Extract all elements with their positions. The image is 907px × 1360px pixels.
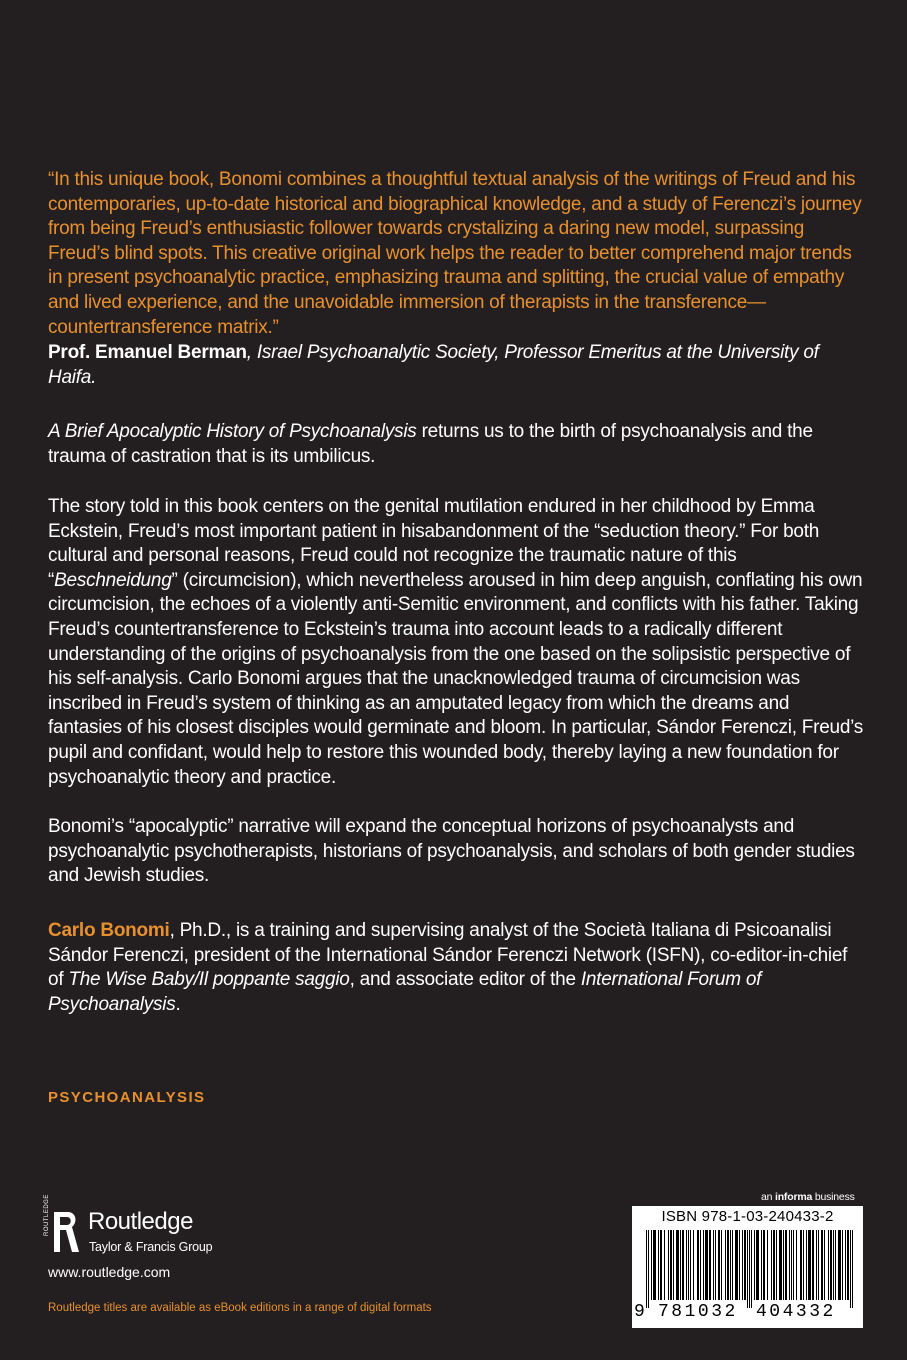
barcode-bar	[833, 1230, 834, 1300]
isbn-barcode	[632, 1206, 863, 1328]
barcode-bar	[847, 1230, 849, 1300]
barcode-bar	[670, 1230, 672, 1300]
barcode-bar	[828, 1230, 829, 1300]
barcode-lead-digit: 9	[634, 1302, 645, 1322]
author-name: Carlo Bonomi	[48, 920, 170, 941]
story-text-1: The story told in this book centers on the genital mutilation endured in her childhood by Emma Eckstein, Freud’s most important patient in hisabandonment of the “seduction theory.” For both cultural and personal reasons, Freud could not recognize the traumatic nature of this “	[48, 496, 820, 591]
journal-1: The Wise Baby/Il poppante saggio	[68, 969, 350, 991]
endorsement-quote: “In this unique book, Bonomi combines a thoughtful textual analysis of the writings of Freud and his contemporaries, up-to-date historical and biographical knowledge, and a study of Ferenczi’s journey from being Freud’s enthusiastic follower towards crystalizing a daring new model, surpassing Freud’s blind spots. This creative original work helps the reader to better comprehend major trends in present psychoanalytic practice, emphasizing trauma and splitting, the crucial value of empathy and lived experience, and the unavoidable immersion of therapists in the transference—countertransference matrix.”	[48, 169, 862, 338]
barcode-bar	[713, 1230, 714, 1300]
barcode-bar	[791, 1230, 792, 1300]
barcode-bar	[732, 1230, 733, 1300]
barcode-bar	[749, 1230, 750, 1308]
barcode-bar	[690, 1230, 691, 1300]
barcode-bar	[727, 1230, 729, 1300]
barcode-bar	[664, 1230, 665, 1300]
barcode-bar	[721, 1230, 722, 1300]
barcode-bar	[796, 1230, 797, 1300]
barcode-bar	[751, 1230, 752, 1308]
barcode-bar	[682, 1230, 684, 1300]
barcode-bar	[816, 1230, 817, 1300]
barcode-bar	[793, 1230, 794, 1300]
publisher-url[interactable]: www.routledge.com	[48, 1264, 171, 1280]
barcode-bar	[715, 1230, 716, 1300]
ebook-note: Routledge titles are available as eBook editions in a range of digital formats	[48, 1302, 432, 1314]
bio-text-2: , and associate editor of the	[349, 969, 581, 991]
narrative-paragraph: Bonomi’s “apocalyptic” narrative will expand the conceptual horizons of psychoanalysts and psychoanalytic psychotherapists, historians of psychoanalysis, and scholars of both gender studies and Jewish studies.	[48, 816, 855, 887]
barcode-bar	[680, 1230, 681, 1300]
barcode-bar	[773, 1230, 775, 1300]
story-text-2: ” (circumcision), which nevertheless aroused in him deep anguish, conflating his own circumcision, the echoes of a violently anti-Semitic environment, and conflicts with his father. Taking Freud’s countertransference to Eckstein’s trauma into account leads to a radically different understanding of the origins of psychoanalysis from the one based on the solipsistic perspective of his self-analysis. Carlo Bonomi argues that the unacknowledged trauma of circumcision was inscribed in Freud’s system of thinking as an amputated legacy from which the dreams and fantasies of his closest disciples would germinate and bloom. In particular, Sándor Ferenczi, Freud’s pupil and confidant, would help to restore this wounded body, thereby laying a new foundation for psychoanalytic theory and practice.	[48, 569, 864, 788]
routledge-logo	[44, 1194, 248, 1263]
barcode-bar	[658, 1230, 659, 1300]
barcode-bar	[673, 1230, 674, 1300]
barcode-bar	[763, 1230, 765, 1300]
intro-paragraph	[48, 420, 864, 469]
barcode-bar	[789, 1230, 790, 1300]
barcode-bar	[800, 1230, 802, 1300]
barcode-left-digits: 781032	[658, 1302, 738, 1322]
barcode-bar	[705, 1230, 708, 1300]
endorsement-attribution	[48, 341, 864, 390]
barcode-bar	[779, 1230, 782, 1300]
publisher-name: Routledge	[88, 1208, 193, 1235]
barcode-bar	[730, 1230, 731, 1300]
barcode-bar	[739, 1230, 740, 1300]
barcode-bar	[693, 1230, 694, 1300]
subject-category: PSYCHOANALYSIS	[48, 1089, 206, 1106]
barcode-bar	[850, 1230, 851, 1308]
barcode-bar	[686, 1230, 687, 1300]
barcode-bar	[688, 1230, 689, 1300]
informa-brand: informa	[775, 1191, 813, 1203]
barcode-bar	[852, 1230, 853, 1308]
barcode-bar	[767, 1230, 768, 1300]
barcode-bar	[651, 1230, 652, 1300]
barcode-bar	[812, 1230, 814, 1300]
endorser-affiliation: , Israel Psychoanalytic Society, Professor Emeritus at the University of Haifa.	[48, 342, 819, 388]
barcode-bar	[824, 1230, 825, 1300]
barcode-bar	[806, 1230, 807, 1300]
barcode-bar	[830, 1230, 832, 1300]
routledge-mark-icon	[48, 1208, 80, 1260]
routledge-vertical-text: ROUTLEDGE	[44, 1194, 50, 1236]
barcode-bar	[754, 1230, 755, 1300]
barcode-bar	[744, 1230, 746, 1300]
barcode-bar	[697, 1230, 699, 1300]
barcode-right-digits: 404332	[756, 1302, 836, 1322]
endorser-name: Prof. Emanuel Berman	[48, 342, 247, 363]
barcode-bar	[785, 1230, 787, 1300]
story-term: Beschneidung	[54, 569, 172, 591]
barcode-bar	[818, 1230, 819, 1300]
barcode-bar	[821, 1230, 823, 1300]
barcode-bar	[735, 1230, 738, 1300]
barcode-bar	[783, 1230, 784, 1300]
barcode-bar	[660, 1230, 662, 1300]
barcode-bars	[646, 1230, 854, 1308]
isbn-label: ISBN 978-1-03-240433-2	[661, 1208, 834, 1225]
barcode-bar	[756, 1230, 759, 1300]
barcode-bar	[646, 1230, 647, 1308]
informa-prefix: an	[761, 1191, 775, 1203]
intro-text: returns us to the birth of psychoanalysis and the trauma of castration that is its umbilicus.	[48, 421, 813, 467]
author-bio	[48, 919, 864, 1017]
barcode-bar	[845, 1230, 846, 1300]
barcode-bar	[653, 1230, 656, 1300]
barcode-bar	[725, 1230, 726, 1300]
barcode-bar	[842, 1230, 843, 1300]
barcode-bar	[808, 1230, 811, 1300]
barcode-bar	[700, 1230, 701, 1300]
bio-text-1: , Ph.D., is a training and supervising analyst of the Società Italiana di Psicoanalisi Sándor Ferenczi, president of the International Sándor Ferenczi Network (ISFN), co-editor-in-chief of	[48, 920, 848, 991]
barcode-bar	[703, 1230, 704, 1300]
barcode-bar	[709, 1230, 711, 1300]
barcode-bar	[771, 1230, 772, 1300]
barcode-bar	[668, 1230, 669, 1300]
barcode-bar	[838, 1230, 841, 1300]
barcode-bar	[648, 1230, 649, 1308]
journal-2: International Forum of Psychoanalysis	[48, 969, 762, 1015]
informa-suffix: business	[812, 1191, 855, 1203]
story-paragraph	[48, 495, 864, 790]
barcode-bar	[761, 1230, 762, 1300]
barcode-bar	[676, 1230, 679, 1300]
informa-tagline	[761, 1191, 855, 1203]
book-title: A Brief Apocalyptic History of Psychoanalysis	[48, 421, 417, 442]
barcode-bar	[718, 1230, 720, 1300]
barcode-bar	[747, 1230, 748, 1308]
barcode-bar	[776, 1230, 777, 1300]
barcode-bar	[835, 1230, 836, 1300]
bio-text-3: .	[175, 993, 181, 1015]
barcode-bar	[803, 1230, 804, 1300]
publisher-group: Taylor & Francis Group	[89, 1240, 213, 1254]
barcode-bar	[742, 1230, 743, 1300]
